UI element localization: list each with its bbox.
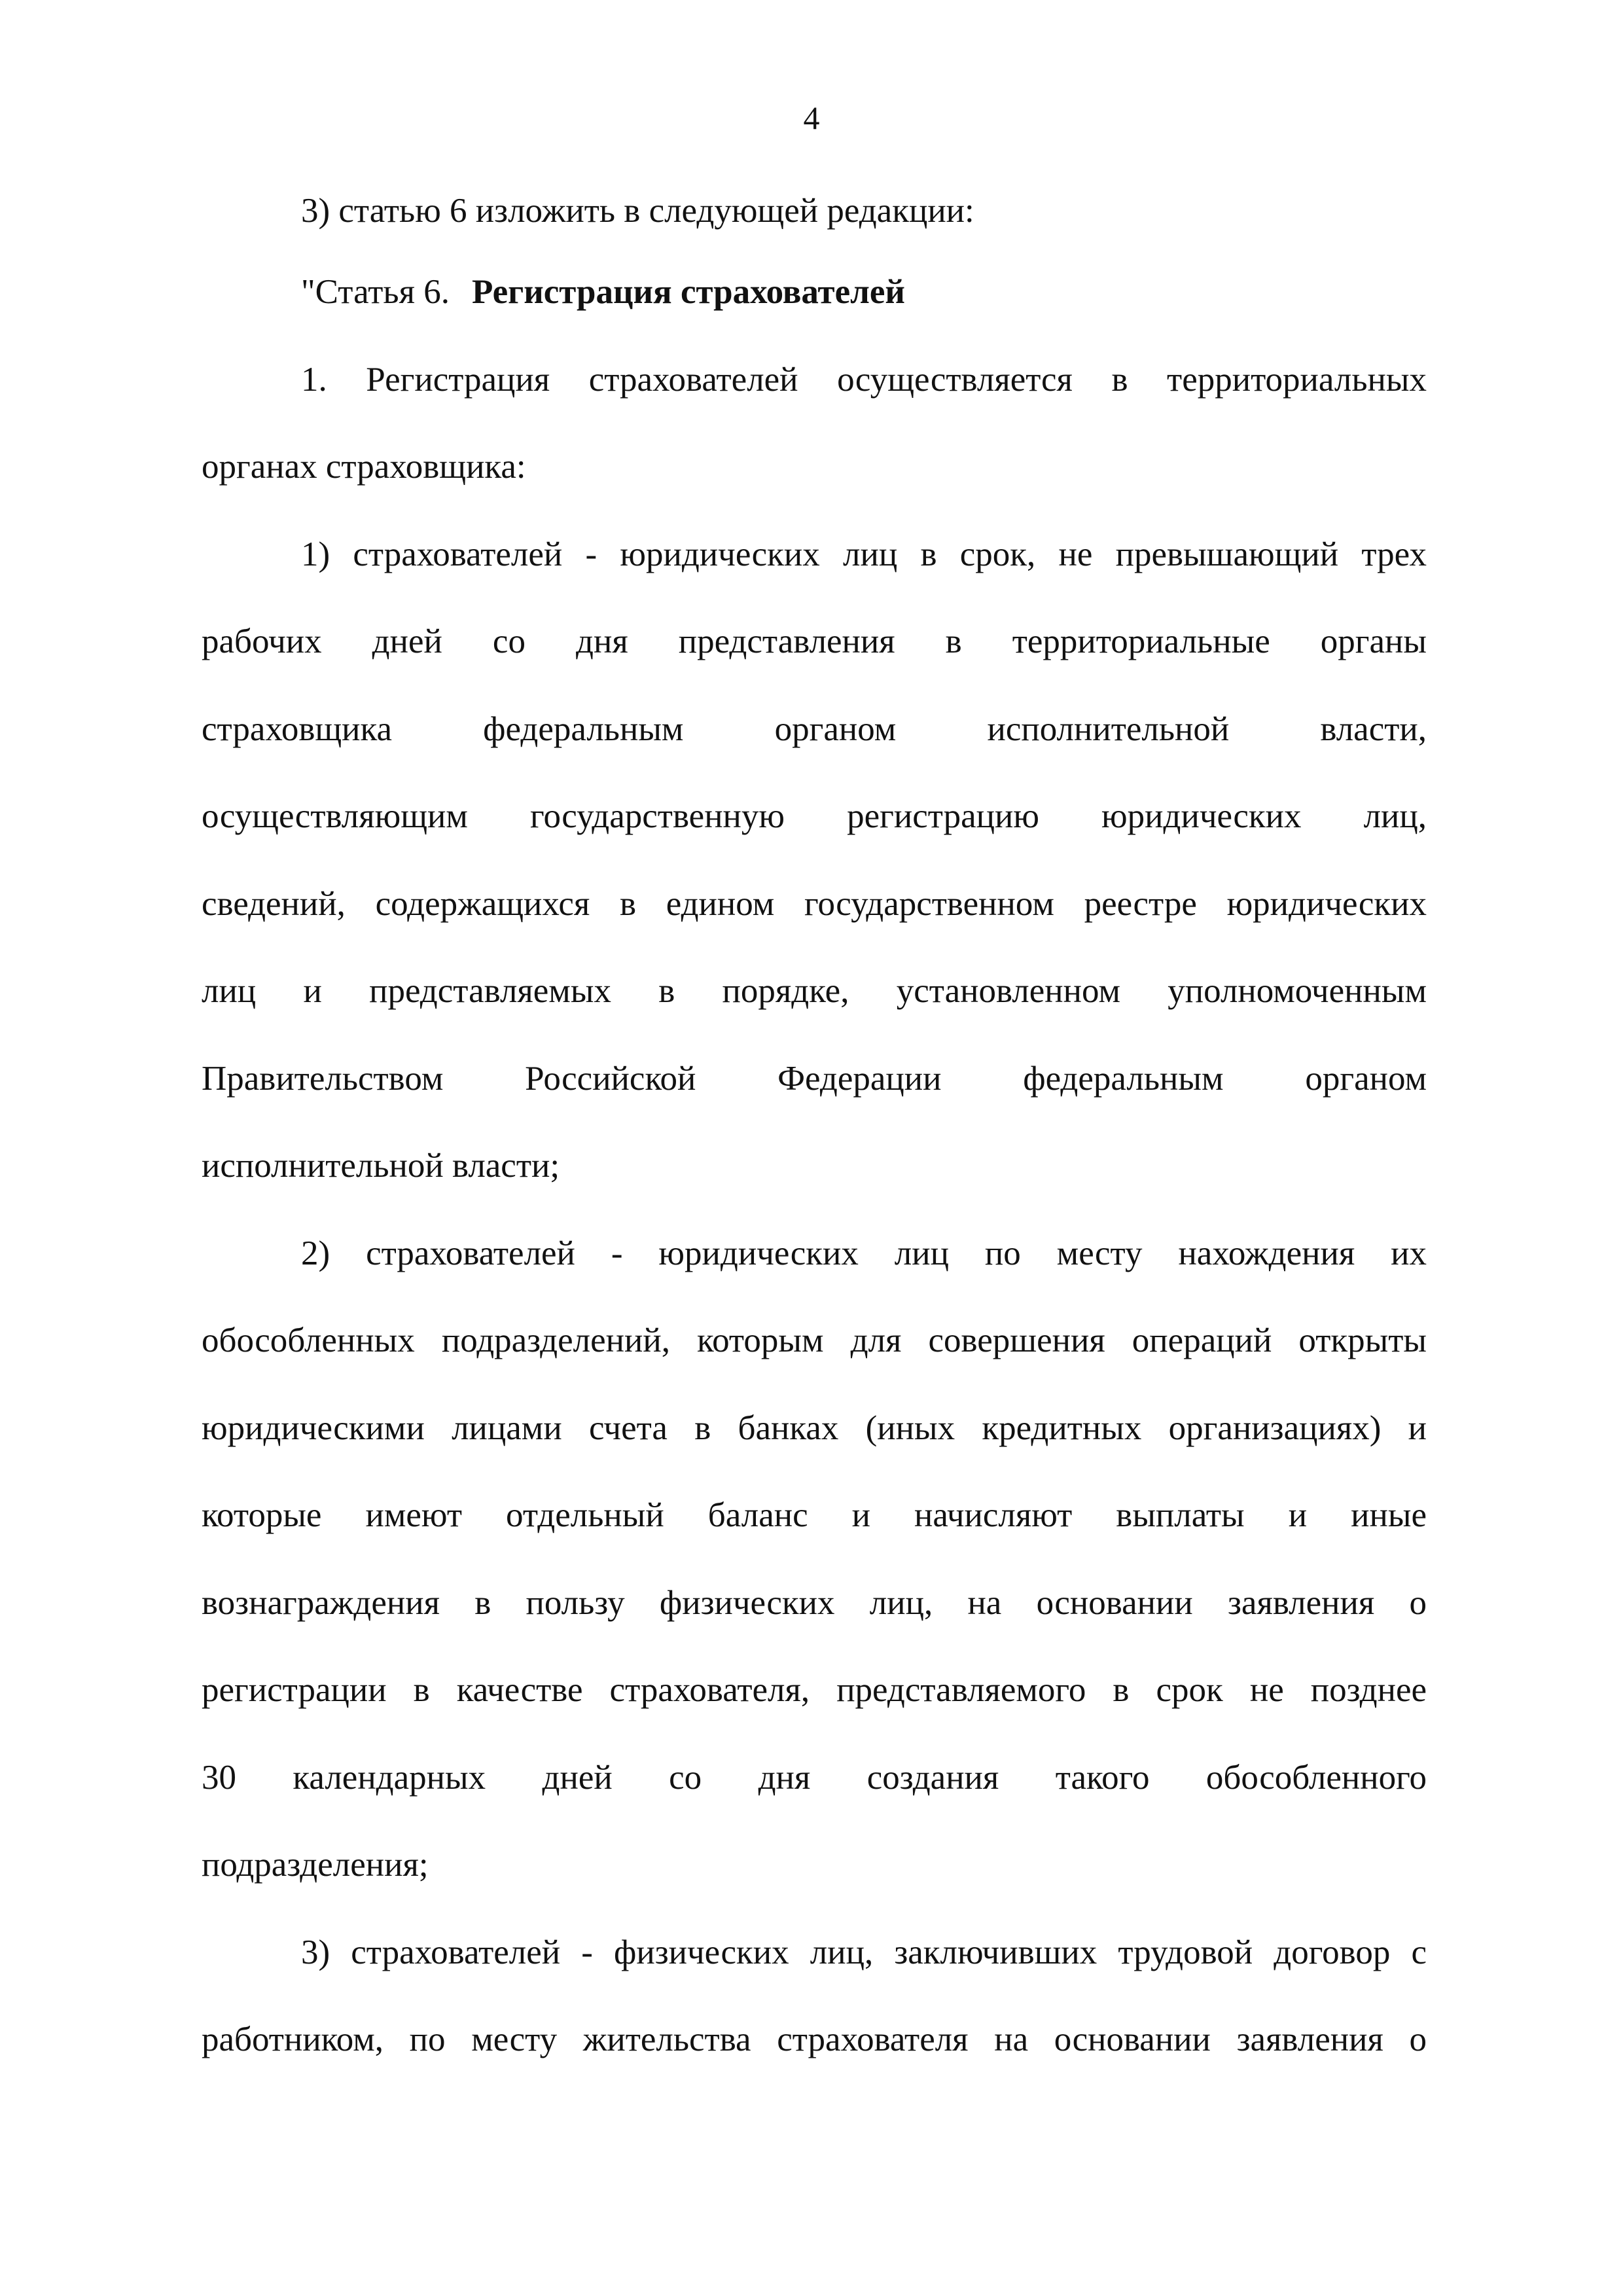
paragraph-line: сведений, содержащихся в едином государственном реестре юридических bbox=[202, 885, 1427, 923]
paragraph-line: Правительством Российской Федерации федеральным органом bbox=[202, 1060, 1427, 1098]
paragraph-line: 1) страхователей - юридических лиц в срок, не превышающий трех bbox=[301, 535, 1427, 573]
paragraph-line: органах страховщика: bbox=[202, 448, 526, 486]
paragraph-line: исполнительной власти; bbox=[202, 1147, 560, 1185]
paragraph-line: осуществляющим государственную регистрацию юридических лиц, bbox=[202, 797, 1427, 835]
paragraph-line: 2) страхователей - юридических лиц по месту нахождения их bbox=[301, 1234, 1427, 1272]
article-number: "Статья 6. bbox=[301, 273, 450, 311]
paragraph-line: 3) страхователей - физических лиц, заключивших трудовой договор с bbox=[301, 1933, 1427, 1971]
paragraph-line: 1. Регистрация страхователей осуществляется в территориальных bbox=[301, 361, 1427, 399]
paragraph-line: 30 календарных дней со дня создания такого обособленного bbox=[202, 1759, 1427, 1797]
page-number: 4 bbox=[803, 99, 820, 136]
paragraph-line: страховщика федеральным органом исполнительной власти, bbox=[202, 710, 1427, 748]
paragraph-line: вознаграждения в пользу физических лиц, на основании заявления о bbox=[202, 1584, 1427, 1622]
paragraph-line: рабочих дней со дня представления в территориальные органы bbox=[202, 622, 1427, 660]
amendment-intro: 3) статью 6 изложить в следующей редакции: bbox=[301, 192, 974, 230]
paragraph-line: которые имеют отдельный баланс и начисляют выплаты и иные bbox=[202, 1496, 1427, 1534]
paragraph-line: работником, по месту жительства страхователя на основании заявления о bbox=[202, 2020, 1427, 2058]
article-heading bbox=[301, 271, 1427, 313]
paragraph-line: обособленных подразделений, которым для совершения операций открыты bbox=[202, 1321, 1427, 1359]
paragraph-line: подразделения; bbox=[202, 1846, 429, 1884]
paragraph-line: юридическими лицами счета в банках (иных кредитных организациях) и bbox=[202, 1409, 1427, 1447]
paragraph-line: регистрации в качестве страхователя, представляемого в срок не позднее bbox=[202, 1671, 1427, 1709]
article-title: Регистрация страхователей bbox=[471, 273, 905, 311]
paragraph-line: лиц и представляемых в порядке, установленном уполномоченным bbox=[202, 972, 1427, 1010]
